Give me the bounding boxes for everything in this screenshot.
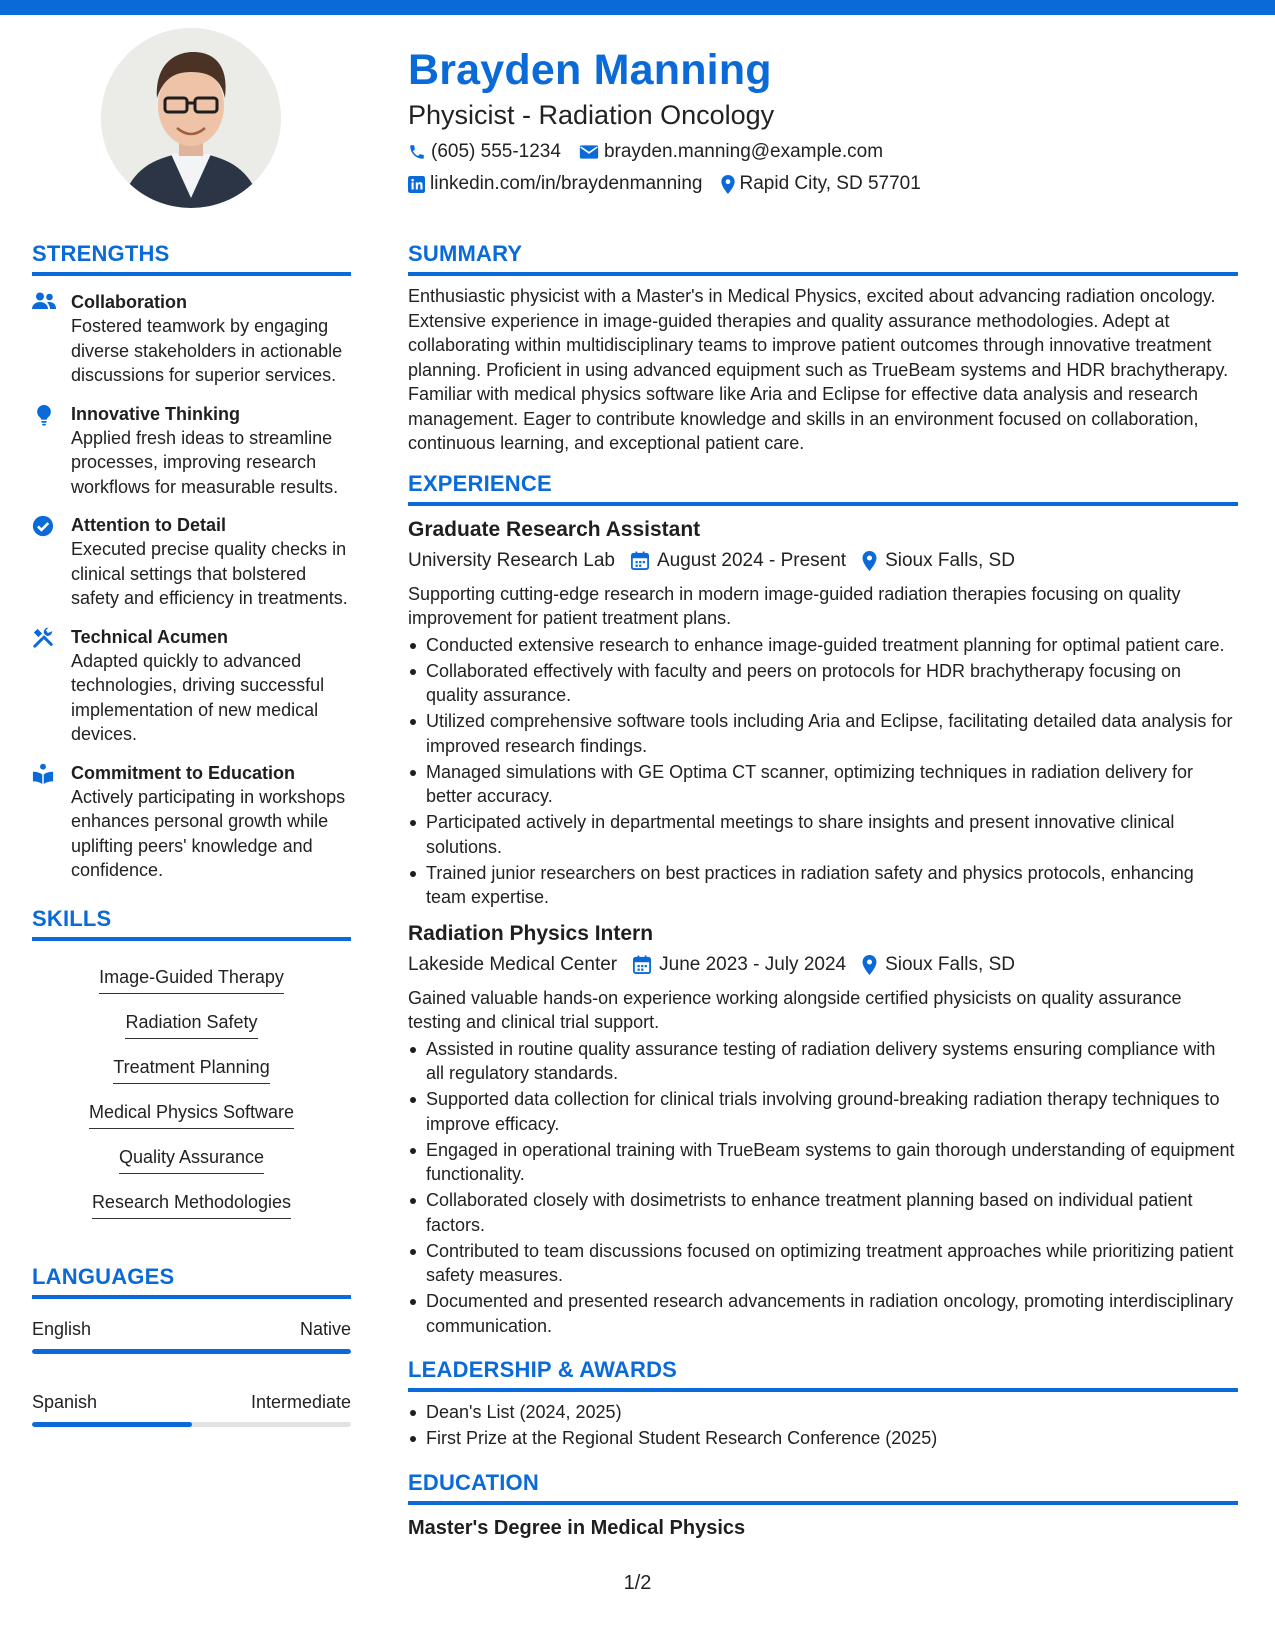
award-item: First Prize at the Regional Student Research Conference (2025) — [408, 1426, 1238, 1451]
resume-header — [408, 42, 1238, 196]
reader-icon — [32, 763, 54, 785]
bullet-item: Collaborated effectively with faculty and peers on protocols for HDR brachytherapy focusing on quality assurance. — [408, 659, 1238, 708]
section-divider — [408, 1501, 1238, 1505]
language-proficiency-fill — [32, 1349, 351, 1354]
strength-desc: Applied fresh ideas to streamline processes, improving research workflows for measurable results. — [71, 427, 339, 497]
strength-item — [32, 513, 351, 611]
awards-heading: LEADERSHIP & AWARDS — [408, 1357, 678, 1382]
skill-tag: Treatment Planning — [113, 1055, 269, 1084]
map-pin-icon — [862, 955, 877, 975]
job-location: Sioux Falls, SD — [885, 953, 1015, 975]
candidate-role: Physicist - Radiation Oncology — [408, 100, 775, 130]
check-circle-icon — [32, 515, 54, 537]
lightbulb-icon — [32, 404, 56, 426]
bullet-item: Supported data collection for clinical trials involving ground-breaking radiation therapy techniques to improve efficacy. — [408, 1087, 1238, 1136]
section-divider — [408, 502, 1238, 506]
linkedin-icon — [408, 176, 425, 193]
bullet-item: Engaged in operational training with TrueBeam systems to gain thorough understanding of equipment functionality. — [408, 1138, 1238, 1187]
section-divider — [32, 937, 351, 941]
right-column — [408, 240, 1238, 1541]
section-divider — [408, 272, 1238, 276]
strength-item — [32, 625, 351, 747]
calendar-icon — [631, 551, 649, 570]
location-contact — [721, 172, 921, 196]
job-meta — [408, 952, 1238, 978]
languages-heading: LANGUAGES — [32, 1263, 175, 1289]
calendar-icon — [633, 955, 651, 974]
skill-tag: Medical Physics Software — [89, 1100, 294, 1129]
job-description: Supporting cutting-edge research in modern image-guided radiation therapies focusing on quality improvement for patient treatment plans. — [408, 583, 1181, 628]
job-bullets — [408, 633, 1238, 910]
strength-desc: Actively participating in workshops enhances personal growth while uplifting peers' knowledge and confidence. — [71, 786, 346, 880]
awards-list — [408, 1400, 1238, 1451]
education-degree: Master's Degree in Medical Physics — [408, 1516, 746, 1539]
map-pin-icon — [721, 175, 735, 194]
section-divider — [32, 272, 351, 276]
strength-desc: Executed precise quality checks in clinical settings that bolstered safety and efficiency in treatments. — [71, 539, 348, 608]
strength-title: Collaboration — [71, 292, 187, 312]
bullet-item: Trained junior researchers on best practices in radiation safety and physics protocols, enhancing team expertise. — [408, 861, 1238, 910]
location-text: Rapid City, SD 57701 — [739, 173, 921, 194]
award-item: Dean's List (2024, 2025) — [408, 1400, 1238, 1425]
tools-icon — [32, 627, 54, 649]
education-heading: EDUCATION — [408, 1469, 539, 1495]
skill-tag: Quality Assurance — [119, 1145, 264, 1174]
strength-title: Innovative Thinking — [71, 403, 241, 424]
job-entry — [408, 516, 1238, 910]
bullet-item: Documented and presented research advancements in radiation oncology, promoting interdisciplinary communication. — [408, 1289, 1238, 1338]
skill-tag: Research Methodologies — [92, 1190, 291, 1219]
skills-heading: SKILLS — [32, 905, 112, 931]
job-bullets — [408, 1037, 1238, 1339]
left-column — [32, 240, 351, 1427]
job-dates: August 2024 - Present — [656, 549, 847, 571]
language-proficiency-bar — [32, 1349, 351, 1354]
bullet-item: Managed simulations with GE Optima CT scanner, optimizing techniques in radiation delivery for better accuracy. — [408, 760, 1238, 809]
top-accent-bar — [0, 0, 1275, 15]
section-divider — [32, 1295, 351, 1299]
strength-item — [32, 290, 351, 388]
strength-title: Attention to Detail — [71, 515, 226, 535]
page-number: 1/2 — [623, 1572, 652, 1594]
language-level: Intermediate — [250, 1391, 351, 1412]
job-description: Gained valuable hands-on experience working alongside certified physicists on quality assurance testing and clinical trial support. — [408, 987, 1182, 1032]
phone-text: (605) 555-1234 — [431, 141, 561, 162]
language-name: Spanish — [32, 1391, 98, 1412]
summary-heading: SUMMARY — [408, 241, 523, 266]
job-company: University Research Lab — [408, 549, 615, 571]
bullet-item: Conducted extensive research to enhance image-guided treatment planning for optimal patient care. — [408, 633, 1238, 658]
strengths-heading: STRENGTHS — [32, 241, 170, 266]
bullet-item: Assisted in routine quality assurance testing of radiation delivery systems ensuring compliance with all regulatory standards. — [408, 1037, 1238, 1086]
job-title: Radiation Physics Intern — [408, 921, 654, 945]
skill-tag: Image-Guided Therapy — [99, 965, 284, 994]
map-pin-icon — [862, 551, 877, 571]
envelope-icon — [579, 144, 599, 160]
bullet-item: Utilized comprehensive software tools including Aria and Eclipse, facilitating detailed data analysis for improved research findings. — [408, 709, 1238, 758]
email-text: brayden.manning@example.com — [603, 141, 884, 162]
language-name: English — [32, 1318, 92, 1339]
skills-list — [32, 949, 351, 1219]
email-contact[interactable] — [579, 140, 883, 164]
job-location: Sioux Falls, SD — [885, 549, 1015, 571]
linkedin-text: linkedin.com/in/braydenmanning — [430, 173, 703, 194]
experience-heading: EXPERIENCE — [408, 470, 552, 496]
linkedin-contact[interactable] — [408, 172, 703, 196]
job-entry — [408, 920, 1238, 1339]
section-divider — [408, 1388, 1238, 1392]
language-level: Native — [299, 1318, 351, 1339]
job-meta — [408, 548, 1238, 574]
strength-title: Technical Acumen — [71, 626, 229, 647]
users-icon — [32, 292, 56, 310]
profile-photo — [101, 28, 281, 208]
bullet-item: Participated actively in departmental meetings to share insights and present innovative clinical solutions. — [408, 810, 1238, 859]
contact-row-2 — [408, 172, 1238, 196]
job-title: Graduate Research Assistant — [408, 517, 701, 541]
candidate-name: Brayden Manning — [408, 46, 772, 94]
language-proficiency-bar — [32, 1422, 351, 1427]
bullet-item: Collaborated closely with dosimetrists to enhance treatment planning based on individual patient factors. — [408, 1188, 1238, 1237]
strength-title: Commitment to Education — [71, 762, 295, 783]
strength-desc: Adapted quickly to advanced technologies, driving successful implementation of new medical devices. — [71, 650, 325, 744]
skill-tag: Radiation Safety — [125, 1010, 257, 1039]
phone-icon — [408, 143, 426, 161]
language-proficiency-fill — [32, 1422, 192, 1427]
language-item — [32, 1317, 351, 1354]
strength-item — [32, 761, 351, 883]
summary-text: Enthusiastic physicist with a Master's in Medical Physics, excited about advancing radiation oncology. Extensive experience in image-guided therapies and quality assurance methodologies. Adept at collaborating within multidisciplinary teams to improve patient outcomes through innovative treatment planning. Proficient in using advanced equipment such as TrueBeam systems and HDR brachytherapy. Familiar with medical physics software like Aria and Eclipse for effective data analysis and research management. Eager to contribute knowledge and skills in an environment focused on collaboration, continuous learning, and exceptional patient care. — [408, 286, 1229, 453]
strength-item — [32, 402, 351, 500]
contact-row-1 — [408, 140, 1238, 164]
job-dates: June 2023 - July 2024 — [659, 953, 847, 975]
job-company: Lakeside Medical Center — [408, 953, 618, 975]
phone-contact[interactable] — [408, 140, 561, 164]
strength-desc: Fostered teamwork by engaging diverse stakeholders in actionable discussions for superior services. — [71, 316, 343, 385]
language-item — [32, 1390, 351, 1427]
bullet-item: Contributed to team discussions focused on optimizing treatment approaches while prioritizing patient safety measures. — [408, 1239, 1238, 1288]
